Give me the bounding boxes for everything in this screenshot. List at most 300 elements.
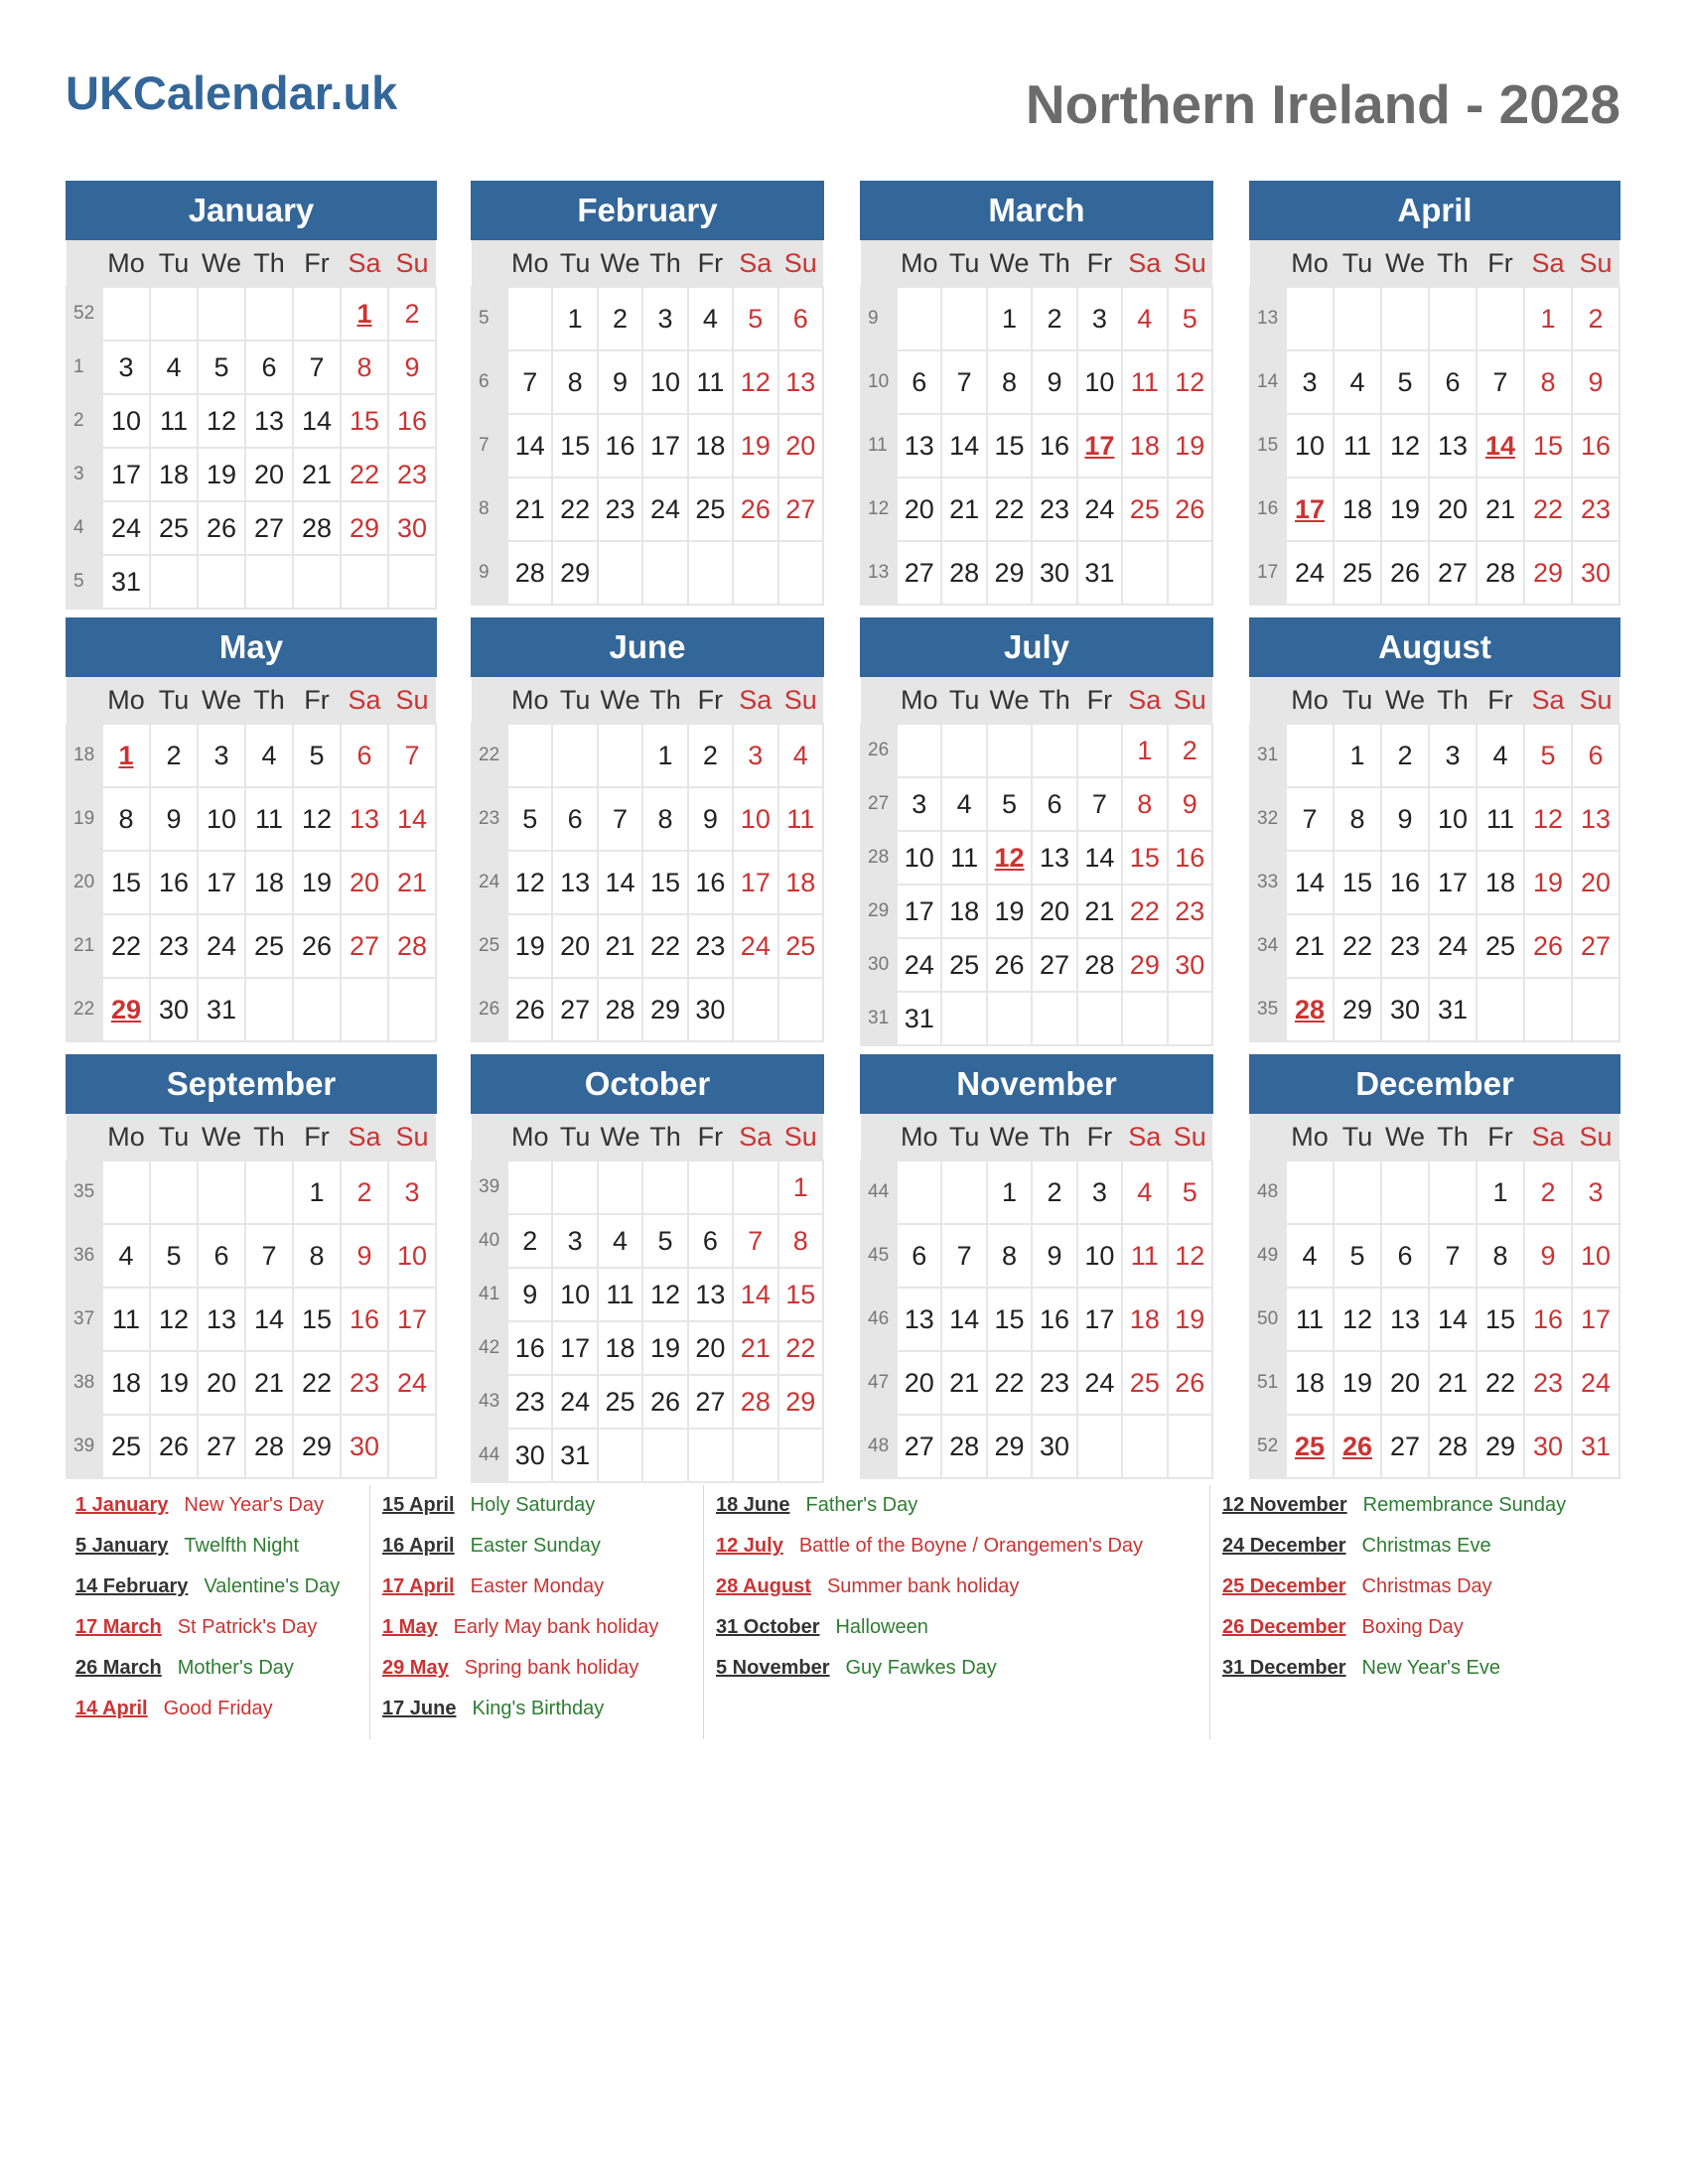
day-cell: 20 bbox=[688, 1321, 733, 1375]
weekday-label: We bbox=[987, 240, 1032, 287]
weekday-label: Fr bbox=[1077, 677, 1122, 724]
day-cell: 21 bbox=[1077, 885, 1122, 938]
day-cell: 4 bbox=[150, 341, 198, 394]
day-cell: 5 bbox=[1168, 1160, 1212, 1224]
weekday-label: We bbox=[1381, 677, 1429, 724]
day-cell: 5 bbox=[642, 1214, 687, 1268]
empty-day-cell bbox=[688, 541, 733, 605]
holiday-name: Boxing Day bbox=[1361, 1616, 1464, 1638]
day-cell: 4 bbox=[941, 777, 986, 831]
week-row bbox=[67, 501, 436, 555]
day-cell: 14 bbox=[507, 414, 552, 478]
day-cell: 1 bbox=[293, 1160, 341, 1224]
day-cell: 16 bbox=[1032, 414, 1076, 478]
month-table bbox=[1249, 677, 1620, 1042]
day-cell: 8 bbox=[987, 1224, 1032, 1288]
week-row bbox=[472, 1160, 823, 1214]
day-cell: 31 bbox=[198, 978, 245, 1041]
week-row bbox=[1250, 541, 1619, 605]
day-cell: 9 bbox=[150, 787, 198, 851]
day-cell: 20 bbox=[1572, 851, 1619, 914]
holiday-item bbox=[716, 1526, 1143, 1567]
weekday-label: Tu bbox=[150, 240, 198, 287]
day-cell: 28 bbox=[598, 978, 642, 1041]
day-cell: 16 bbox=[341, 1288, 388, 1351]
month-february bbox=[471, 181, 824, 606]
week-row bbox=[861, 478, 1212, 541]
day-cell: 17 bbox=[733, 851, 777, 914]
holiday-date[interactable]: 1 May bbox=[382, 1616, 438, 1638]
holiday-date[interactable]: 26 December bbox=[1222, 1616, 1346, 1638]
holiday-day-cell: 17 bbox=[1286, 478, 1334, 541]
empty-day-cell bbox=[293, 287, 341, 341]
day-cell: 8 bbox=[987, 350, 1032, 414]
day-cell: 2 bbox=[341, 1160, 388, 1224]
day-cell: 30 bbox=[150, 978, 198, 1041]
weekday-label: Fr bbox=[1077, 240, 1122, 287]
day-cell: 30 bbox=[1032, 1415, 1076, 1478]
day-cell: 26 bbox=[1168, 1351, 1212, 1415]
week-row bbox=[861, 350, 1212, 414]
weekday-label: Fr bbox=[1477, 1114, 1524, 1160]
day-cell: 7 bbox=[1286, 787, 1334, 851]
day-cell: 19 bbox=[293, 851, 341, 914]
empty-day-cell bbox=[897, 287, 941, 350]
holiday-date[interactable]: 12 July bbox=[716, 1535, 783, 1557]
month-table bbox=[1249, 1114, 1620, 1479]
week-number-header bbox=[861, 240, 897, 287]
day-cell: 29 bbox=[642, 978, 687, 1041]
weekday-header-row bbox=[861, 677, 1212, 724]
day-cell: 7 bbox=[507, 350, 552, 414]
empty-day-cell bbox=[778, 978, 823, 1041]
day-cell: 13 bbox=[688, 1268, 733, 1321]
week-row bbox=[1250, 787, 1619, 851]
day-cell: 30 bbox=[341, 1415, 388, 1478]
day-cell: 21 bbox=[733, 1321, 777, 1375]
holiday-date[interactable]: 31 October bbox=[716, 1616, 820, 1638]
empty-day-cell bbox=[642, 1429, 687, 1482]
day-cell: 21 bbox=[1477, 478, 1524, 541]
day-cell: 23 bbox=[1524, 1351, 1572, 1415]
week-number: 44 bbox=[472, 1429, 507, 1482]
weekday-label: We bbox=[198, 677, 245, 724]
weekday-label: Th bbox=[642, 240, 687, 287]
weekday-header-row bbox=[472, 1114, 823, 1160]
holiday-day-cell: 17 bbox=[1077, 414, 1122, 478]
day-cell: 11 bbox=[102, 1288, 150, 1351]
day-cell: 2 bbox=[1168, 724, 1212, 777]
month-title: September bbox=[66, 1054, 437, 1114]
site-logo-text[interactable]: UKCalendar.uk bbox=[66, 67, 398, 119]
weekday-label: Fr bbox=[293, 240, 341, 287]
day-cell: 27 bbox=[341, 914, 388, 978]
week-row bbox=[67, 1160, 436, 1224]
day-cell: 13 bbox=[341, 787, 388, 851]
month-row bbox=[66, 617, 1620, 1054]
month-may bbox=[66, 617, 437, 1042]
week-row bbox=[861, 1160, 1212, 1224]
day-cell: 1 bbox=[1477, 1160, 1524, 1224]
day-cell: 29 bbox=[1122, 938, 1167, 992]
holiday-date[interactable]: 14 February bbox=[75, 1575, 189, 1597]
empty-day-cell bbox=[598, 1429, 642, 1482]
holiday-item bbox=[75, 1526, 340, 1567]
empty-day-cell bbox=[941, 287, 986, 350]
empty-day-cell bbox=[1429, 1160, 1477, 1224]
day-cell: 3 bbox=[1572, 1160, 1619, 1224]
holiday-name: Christmas Day bbox=[1361, 1575, 1492, 1597]
day-cell: 22 bbox=[293, 1351, 341, 1415]
day-cell: 11 bbox=[1286, 1288, 1334, 1351]
week-row bbox=[861, 777, 1212, 831]
day-cell: 9 bbox=[1032, 1224, 1076, 1288]
day-cell: 12 bbox=[1168, 1224, 1212, 1288]
empty-day-cell bbox=[1477, 978, 1524, 1041]
weekday-label: Sa bbox=[341, 240, 388, 287]
holiday-date[interactable]: 31 December bbox=[1222, 1657, 1346, 1679]
day-cell: 9 bbox=[1168, 777, 1212, 831]
month-table bbox=[66, 677, 437, 1042]
week-number-header bbox=[861, 677, 897, 724]
holiday-name: New Year's Day bbox=[184, 1494, 324, 1516]
empty-day-cell bbox=[1122, 1415, 1167, 1478]
day-cell: 15 bbox=[102, 851, 150, 914]
empty-day-cell bbox=[1077, 724, 1122, 777]
day-cell: 12 bbox=[198, 394, 245, 448]
day-cell: 19 bbox=[1168, 1288, 1212, 1351]
empty-day-cell bbox=[341, 978, 388, 1041]
day-cell: 11 bbox=[598, 1268, 642, 1321]
day-cell: 24 bbox=[1429, 914, 1477, 978]
week-row bbox=[472, 287, 823, 350]
day-cell: 25 bbox=[941, 938, 986, 992]
day-cell: 31 bbox=[1572, 1415, 1619, 1478]
holiday-item bbox=[716, 1607, 1143, 1648]
day-cell: 19 bbox=[1168, 414, 1212, 478]
week-number-header bbox=[472, 677, 507, 724]
holiday-name: Twelfth Night bbox=[184, 1535, 299, 1557]
week-row bbox=[67, 1288, 436, 1351]
day-cell: 2 bbox=[1524, 1160, 1572, 1224]
day-cell: 13 bbox=[245, 394, 293, 448]
day-cell: 7 bbox=[245, 1224, 293, 1288]
week-number: 49 bbox=[1250, 1224, 1286, 1288]
weekday-label: Sa bbox=[1122, 677, 1167, 724]
day-cell: 10 bbox=[102, 394, 150, 448]
empty-day-cell bbox=[1429, 287, 1477, 350]
holiday-name: Good Friday bbox=[163, 1698, 273, 1719]
empty-day-cell bbox=[507, 724, 552, 787]
day-cell: 3 bbox=[102, 341, 150, 394]
weekday-label: Su bbox=[1572, 677, 1619, 724]
holiday-item bbox=[1222, 1648, 1566, 1689]
day-cell: 1 bbox=[1122, 724, 1167, 777]
empty-day-cell bbox=[733, 541, 777, 605]
day-cell: 8 bbox=[293, 1224, 341, 1288]
day-cell: 25 bbox=[1122, 1351, 1167, 1415]
day-cell: 14 bbox=[1429, 1288, 1477, 1351]
holiday-list bbox=[66, 1485, 1620, 1739]
day-cell: 1 bbox=[987, 1160, 1032, 1224]
day-cell: 24 bbox=[642, 478, 687, 541]
day-cell: 11 bbox=[150, 394, 198, 448]
month-title: April bbox=[1249, 181, 1620, 240]
day-cell: 1 bbox=[778, 1160, 823, 1214]
day-cell: 15 bbox=[1524, 414, 1572, 478]
day-cell: 30 bbox=[388, 501, 436, 555]
day-cell: 21 bbox=[293, 448, 341, 501]
week-row bbox=[1250, 350, 1619, 414]
empty-day-cell bbox=[507, 287, 552, 350]
empty-day-cell bbox=[245, 1160, 293, 1224]
day-cell: 24 bbox=[1572, 1351, 1619, 1415]
day-cell: 8 bbox=[1524, 350, 1572, 414]
week-row bbox=[67, 978, 436, 1041]
day-cell: 29 bbox=[1477, 1415, 1524, 1478]
day-cell: 14 bbox=[598, 851, 642, 914]
week-number-header bbox=[67, 1114, 102, 1160]
weekday-label: Mo bbox=[897, 677, 941, 724]
empty-day-cell bbox=[293, 555, 341, 609]
day-cell: 9 bbox=[1381, 787, 1429, 851]
week-number: 19 bbox=[67, 787, 102, 851]
day-cell: 9 bbox=[598, 350, 642, 414]
month-table bbox=[471, 240, 824, 606]
weekday-label: Th bbox=[245, 1114, 293, 1160]
weekday-label: Fr bbox=[688, 677, 733, 724]
day-cell: 27 bbox=[688, 1375, 733, 1429]
weekday-label: We bbox=[1381, 1114, 1429, 1160]
day-cell: 9 bbox=[341, 1224, 388, 1288]
day-cell: 27 bbox=[897, 541, 941, 605]
day-cell: 11 bbox=[1477, 787, 1524, 851]
day-cell: 22 bbox=[1334, 914, 1381, 978]
day-cell: 26 bbox=[150, 1415, 198, 1478]
weekday-label: Su bbox=[1168, 1114, 1212, 1160]
day-cell: 24 bbox=[198, 914, 245, 978]
day-cell: 7 bbox=[293, 341, 341, 394]
month-table bbox=[471, 1114, 824, 1483]
month-april bbox=[1249, 181, 1620, 606]
day-cell: 8 bbox=[642, 787, 687, 851]
day-cell: 15 bbox=[1122, 831, 1167, 885]
weekday-label: Su bbox=[778, 1114, 823, 1160]
day-cell: 9 bbox=[1524, 1224, 1572, 1288]
week-row bbox=[861, 992, 1212, 1045]
month-october bbox=[471, 1054, 824, 1483]
weekday-label: Th bbox=[642, 677, 687, 724]
holiday-date[interactable]: 1 January bbox=[75, 1494, 169, 1516]
weekday-label: We bbox=[987, 1114, 1032, 1160]
day-cell: 20 bbox=[1381, 1351, 1429, 1415]
holiday-date[interactable]: 12 November bbox=[1222, 1494, 1347, 1516]
holiday-date[interactable]: 16 April bbox=[382, 1535, 455, 1557]
empty-day-cell bbox=[941, 992, 986, 1045]
day-cell: 17 bbox=[388, 1288, 436, 1351]
day-cell: 17 bbox=[897, 885, 941, 938]
day-cell: 22 bbox=[778, 1321, 823, 1375]
day-cell: 8 bbox=[778, 1214, 823, 1268]
holiday-date[interactable]: 5 January bbox=[75, 1535, 169, 1557]
day-cell: 16 bbox=[1032, 1288, 1076, 1351]
week-row bbox=[1250, 914, 1619, 978]
week-number: 39 bbox=[67, 1415, 102, 1478]
month-title: July bbox=[860, 617, 1213, 677]
day-cell: 23 bbox=[1168, 885, 1212, 938]
day-cell: 20 bbox=[897, 478, 941, 541]
day-cell: 6 bbox=[341, 724, 388, 787]
weekday-header-row bbox=[67, 240, 436, 287]
day-cell: 4 bbox=[1122, 1160, 1167, 1224]
day-cell: 11 bbox=[1122, 1224, 1167, 1288]
day-cell: 20 bbox=[245, 448, 293, 501]
day-cell: 23 bbox=[341, 1351, 388, 1415]
holiday-date[interactable]: 28 August bbox=[716, 1575, 811, 1597]
week-row bbox=[861, 831, 1212, 885]
week-number: 5 bbox=[67, 555, 102, 609]
empty-day-cell bbox=[642, 541, 687, 605]
holiday-date[interactable]: 14 April bbox=[75, 1698, 148, 1719]
empty-day-cell bbox=[198, 287, 245, 341]
weekday-label: Fr bbox=[1077, 1114, 1122, 1160]
weekday-label: Mo bbox=[897, 240, 941, 287]
weekday-label: Su bbox=[388, 1114, 436, 1160]
day-cell: 6 bbox=[198, 1224, 245, 1288]
weekday-label: Sa bbox=[733, 240, 777, 287]
day-cell: 10 bbox=[1077, 350, 1122, 414]
holiday-date[interactable]: 17 March bbox=[75, 1616, 162, 1638]
weekday-label: Th bbox=[1429, 677, 1477, 724]
day-cell: 24 bbox=[388, 1351, 436, 1415]
empty-day-cell bbox=[642, 1160, 687, 1214]
holiday-date[interactable]: 26 March bbox=[75, 1657, 162, 1679]
day-cell: 4 bbox=[1286, 1224, 1334, 1288]
week-number: 42 bbox=[472, 1321, 507, 1375]
week-row bbox=[67, 787, 436, 851]
week-number: 29 bbox=[861, 885, 897, 938]
weekday-label: Fr bbox=[688, 1114, 733, 1160]
week-row bbox=[472, 414, 823, 478]
holiday-name: Summer bank holiday bbox=[826, 1575, 1020, 1597]
day-cell: 6 bbox=[897, 1224, 941, 1288]
day-cell: 9 bbox=[688, 787, 733, 851]
empty-day-cell bbox=[552, 724, 597, 787]
day-cell: 12 bbox=[642, 1268, 687, 1321]
day-cell: 10 bbox=[198, 787, 245, 851]
weekday-label: Su bbox=[1168, 677, 1212, 724]
month-november bbox=[860, 1054, 1213, 1479]
week-number: 37 bbox=[67, 1288, 102, 1351]
week-row bbox=[67, 1415, 436, 1478]
holiday-date[interactable]: 5 November bbox=[716, 1657, 830, 1679]
day-cell: 26 bbox=[733, 478, 777, 541]
holiday-item bbox=[382, 1689, 658, 1729]
empty-day-cell bbox=[688, 1429, 733, 1482]
day-cell: 31 bbox=[1077, 541, 1122, 605]
day-cell: 4 bbox=[1334, 350, 1381, 414]
holiday-date[interactable]: 24 December bbox=[1222, 1535, 1346, 1557]
day-cell: 4 bbox=[778, 724, 823, 787]
day-cell: 12 bbox=[150, 1288, 198, 1351]
empty-day-cell bbox=[1168, 992, 1212, 1045]
day-cell: 23 bbox=[507, 1375, 552, 1429]
day-cell: 12 bbox=[293, 787, 341, 851]
day-cell: 28 bbox=[507, 541, 552, 605]
day-cell: 10 bbox=[1572, 1224, 1619, 1288]
holiday-date[interactable]: 25 December bbox=[1222, 1575, 1346, 1597]
week-number: 1 bbox=[67, 341, 102, 394]
weekday-label: Fr bbox=[688, 240, 733, 287]
day-cell: 25 bbox=[1122, 478, 1167, 541]
weekday-label: Tu bbox=[1334, 677, 1381, 724]
holiday-item bbox=[716, 1567, 1143, 1607]
holiday-date[interactable]: 15 April bbox=[382, 1494, 455, 1516]
holiday-name: Remembrance Sunday bbox=[1362, 1494, 1567, 1516]
weekday-label: We bbox=[598, 240, 642, 287]
week-row bbox=[861, 1351, 1212, 1415]
day-cell: 5 bbox=[1381, 350, 1429, 414]
day-cell: 18 bbox=[1122, 414, 1167, 478]
day-cell: 6 bbox=[1032, 777, 1076, 831]
holiday-name: Father's Day bbox=[805, 1494, 918, 1516]
week-number: 20 bbox=[67, 851, 102, 914]
weekday-label: Mo bbox=[1286, 240, 1334, 287]
week-row bbox=[67, 851, 436, 914]
day-cell: 21 bbox=[941, 1351, 986, 1415]
week-number-header bbox=[861, 1114, 897, 1160]
empty-day-cell bbox=[1477, 287, 1524, 350]
holiday-day-cell: 26 bbox=[1334, 1415, 1381, 1478]
week-number: 36 bbox=[67, 1224, 102, 1288]
day-cell: 10 bbox=[388, 1224, 436, 1288]
holiday-date[interactable]: 18 June bbox=[716, 1494, 790, 1516]
day-cell: 2 bbox=[150, 724, 198, 787]
day-cell: 3 bbox=[1077, 287, 1122, 350]
day-cell: 15 bbox=[1334, 851, 1381, 914]
weekday-label: Sa bbox=[733, 677, 777, 724]
weekday-label: Th bbox=[245, 240, 293, 287]
day-cell: 10 bbox=[897, 831, 941, 885]
day-cell: 20 bbox=[1429, 478, 1477, 541]
day-cell: 19 bbox=[733, 414, 777, 478]
week-number: 48 bbox=[1250, 1160, 1286, 1224]
weekday-label: Fr bbox=[293, 1114, 341, 1160]
day-cell: 25 bbox=[245, 914, 293, 978]
day-cell: 4 bbox=[102, 1224, 150, 1288]
day-cell: 26 bbox=[1168, 478, 1212, 541]
day-cell: 29 bbox=[1524, 541, 1572, 605]
holiday-day-cell: 29 bbox=[102, 978, 150, 1041]
weekday-label: Su bbox=[1572, 240, 1619, 287]
week-number: 18 bbox=[67, 724, 102, 787]
holiday-date[interactable]: 17 June bbox=[382, 1698, 457, 1719]
day-cell: 17 bbox=[102, 448, 150, 501]
week-row bbox=[67, 1351, 436, 1415]
week-row bbox=[1250, 724, 1619, 787]
day-cell: 18 bbox=[1334, 478, 1381, 541]
week-number-header bbox=[1250, 1114, 1286, 1160]
empty-day-cell bbox=[150, 555, 198, 609]
day-cell: 16 bbox=[388, 394, 436, 448]
week-number: 17 bbox=[1250, 541, 1286, 605]
week-number-header bbox=[1250, 677, 1286, 724]
holiday-date[interactable]: 17 April bbox=[382, 1575, 455, 1597]
week-number: 7 bbox=[472, 414, 507, 478]
week-number-header bbox=[472, 1114, 507, 1160]
day-cell: 4 bbox=[1122, 287, 1167, 350]
holiday-date[interactable]: 29 May bbox=[382, 1657, 449, 1679]
